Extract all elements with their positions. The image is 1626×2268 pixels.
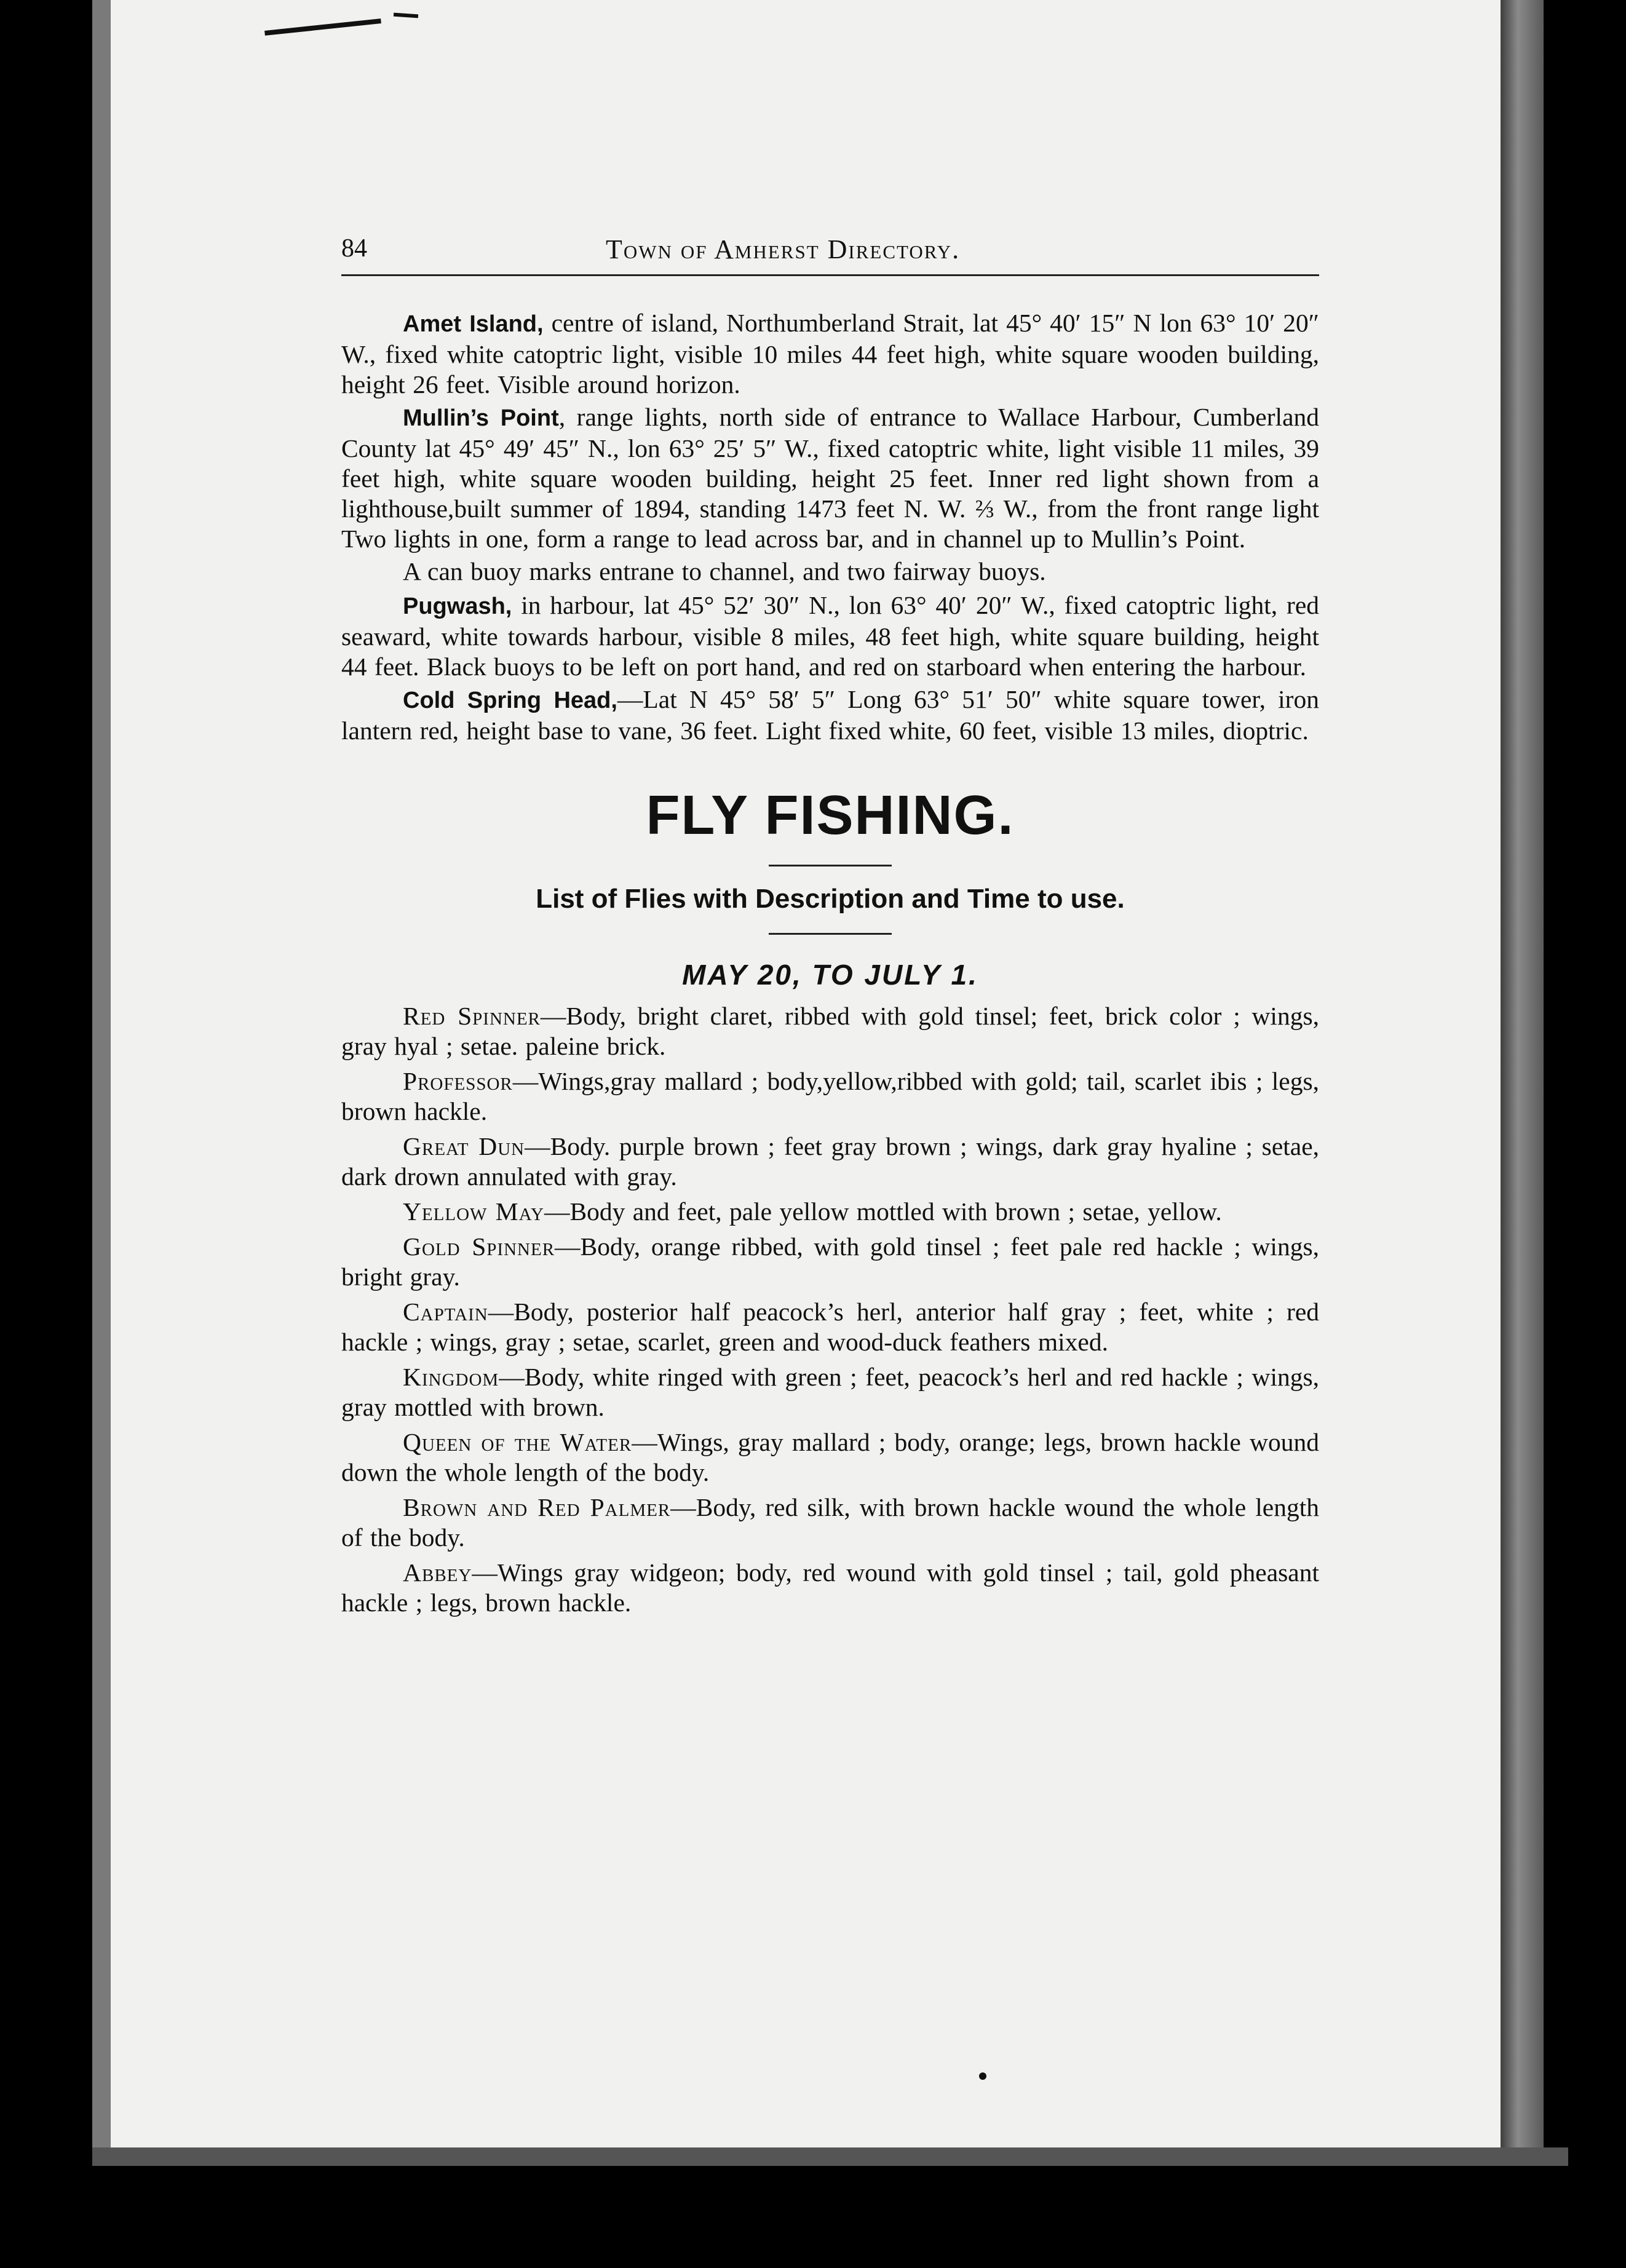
lighthouse-name: Pugwash, bbox=[403, 593, 512, 619]
lighthouse-entry bbox=[341, 308, 1319, 400]
fly-name: Brown and Red Palmer bbox=[403, 1493, 671, 1521]
divider-rule bbox=[769, 933, 892, 935]
divider-rule bbox=[769, 865, 892, 866]
lighthouse-name: Amet Island, bbox=[403, 311, 544, 337]
lighthouse-entry bbox=[341, 557, 1319, 588]
ink-smudge bbox=[394, 13, 418, 18]
fly-description: —Wings, gray mallard ; body, orange; legs, brown hackle wound down the whole length of the body. bbox=[341, 1428, 1319, 1486]
fly-description: —Wings gray widgeon; body, red wound with gold tinsel ; tail, gold pheasant hackle ; legs, brown hackle. bbox=[341, 1558, 1319, 1617]
fly-name: Gold Spinner bbox=[403, 1232, 555, 1261]
fly-name: Captain bbox=[403, 1298, 488, 1326]
fly-description: —Body, orange ribbed, with gold tinsel ; feet pale red hackle ; wings, bright gray. bbox=[341, 1232, 1319, 1291]
lighthouse-description: in harbour, lat 45° 52′ 30″ N., lon 63° 40′ 20″ W., fixed catoptric light, red seaward, white towards harbour, visible 8 miles, 48 feet high, white square building, height 44 feet. Black buoys to be left on port hand, and red on starboard when entering the harbour. bbox=[341, 591, 1319, 681]
section-subtitle: List of Flies with Description and Time to use. bbox=[536, 884, 1125, 914]
running-head bbox=[341, 234, 1319, 276]
fly-description: —Body, red silk, with brown hackle wound the whole length of the body. bbox=[341, 1493, 1319, 1552]
fly-description: —Body. purple brown ; feet gray brown ; wings, dark gray hyaline ; setae, dark drown annulated with gray. bbox=[341, 1132, 1319, 1191]
fly-list bbox=[341, 1001, 1319, 1618]
fly-entry bbox=[341, 1297, 1319, 1357]
section-title: FLY FISHING. bbox=[646, 785, 1015, 846]
fly-entry bbox=[341, 1362, 1319, 1422]
fly-description: —Body, posterior half peacock’s herl, anterior half gray ; feet, white ; red hackle ; wings, gray ; setae, scarlet, green and wood-duck feathers mixed. bbox=[341, 1298, 1319, 1356]
lighthouse-description: , range lights, north side of entrance to Wallace Harbour, Cumberland County lat 45° 49′ 45″ N., lon 63° 25′ 5″ W., fixed catoptric white, light visible 11 miles, 39 feet high, white square wooden building, height 25 feet. Inner red light shown from a lighthouse,built summer of 1894, standing 1473 feet N. W. ⅔ W., from the front range light Two lights in one, form a range to lead across bar, and in channel up to Mullin’s Point. bbox=[341, 403, 1319, 553]
fly-name: Yellow May bbox=[403, 1197, 544, 1226]
lighthouse-name: Cold Spring Head, bbox=[403, 688, 617, 713]
lighthouse-entry bbox=[341, 590, 1319, 682]
fly-name: Kingdom bbox=[403, 1363, 499, 1391]
fly-name: Red Spinner bbox=[403, 1002, 541, 1030]
fly-description: —Body, white ringed with green ; feet, peacock’s herl and red hackle ; wings, gray mottled with brown. bbox=[341, 1363, 1319, 1421]
fly-description: —Body, bright claret, ribbed with gold tinsel; feet, brick color ; wings, gray hyal ; setae. paleine brick. bbox=[341, 1002, 1319, 1060]
fly-entry bbox=[341, 1232, 1319, 1292]
fly-entry bbox=[341, 1132, 1319, 1192]
fly-entry bbox=[341, 1197, 1319, 1227]
lighthouse-description: centre of island, Northumberland Strait, lat 45° 40′ 15″ N lon 63° 10′ 20″ W., fixed white catoptric light, visible 10 miles 44 feet high, white square wooden building, height 26 feet. Visible around horizon. bbox=[341, 309, 1319, 398]
fly-entry bbox=[341, 1558, 1319, 1618]
running-title: Town of Amherst Directory. bbox=[606, 234, 961, 264]
fly-name: Professor bbox=[403, 1067, 513, 1095]
fly-description: —Wings,gray mallard ; body,yellow,ribbed with gold; tail, scarlet ibis ; legs, brown hackle. bbox=[341, 1067, 1319, 1125]
lighthouse-name: Mullin’s Point bbox=[403, 405, 559, 431]
page-bottom-edge bbox=[92, 2147, 1568, 2166]
fly-entry bbox=[341, 1493, 1319, 1553]
lighthouse-entry bbox=[341, 402, 1319, 554]
fly-name: Abbey bbox=[403, 1558, 472, 1587]
fly-name: Queen of the Water bbox=[403, 1428, 632, 1456]
fly-entry bbox=[341, 1001, 1319, 1061]
fly-description: —Body and feet, pale yellow mottled with brown ; setae, yellow. bbox=[544, 1197, 1222, 1226]
lighthouse-description: —Lat N 45° 58′ 5″ Long 63° 51′ 50″ white square tower, iron lantern red, height base to vane, 36 feet. Light fixed white, 60 feet, visible 13 miles, dioptric. bbox=[341, 685, 1319, 745]
season-heading: MAY 20, TO JULY 1. bbox=[682, 959, 978, 991]
book-spine-edge bbox=[1501, 0, 1544, 2147]
fly-entry bbox=[341, 1066, 1319, 1127]
fly-entry bbox=[341, 1427, 1319, 1488]
lighthouse-entry bbox=[341, 684, 1319, 746]
lighthouse-description: A can buoy marks entrane to channel, and two fairway buoys. bbox=[403, 557, 1046, 585]
page-number: 84 bbox=[341, 234, 367, 263]
lighthouse-list bbox=[341, 308, 1319, 746]
print-dot bbox=[979, 2072, 986, 2080]
fly-name: Great Dun bbox=[403, 1132, 525, 1160]
ink-smudge bbox=[264, 18, 381, 36]
page-content bbox=[341, 234, 1319, 1623]
